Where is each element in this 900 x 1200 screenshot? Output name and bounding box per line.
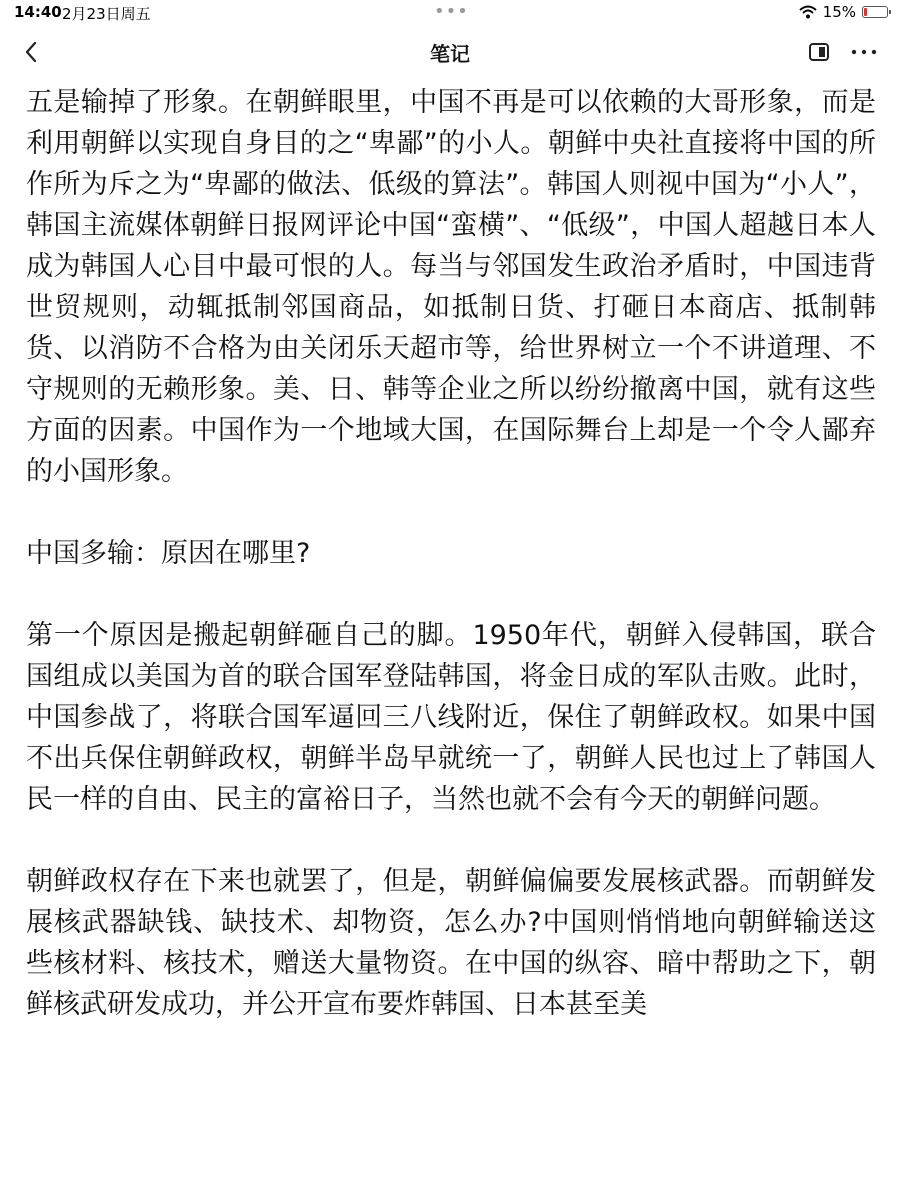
note-content [26,82,876,1066]
status-indicators [799,3,888,21]
reader-mode-button[interactable] [808,42,830,62]
battery-level-fill [864,8,867,16]
battery-icon [862,6,888,18]
section-heading: 中国多输：原因在哪里? [26,538,311,569]
status-bar [0,0,900,26]
reader-mode-icon [808,42,830,62]
page-title: 笔记 [430,42,470,66]
wifi-icon [799,5,817,19]
navigation-bar [0,30,900,74]
status-date: 2月23日周五 [62,5,151,23]
paragraph-image-loss: 五是输掉了形象。在朝鲜眼里，中国不再是可以依赖的大哥形象，而是利用朝鲜以实现自身目的之“卑鄙”的小人。朝鲜中央社直接将中国的所作所为斥之为“卑鄙的做法、低级的算法”。韩国人则视中国为“小人”，韩国主流媒体朝鲜日报网评论中国“蛮横”、“低级”，中国人超越日本人成为韩国人心目中最可恨的人。每当与邻国发生政治矛盾时，中国违背世贸规则，动辄抵制邻国商品，如抵制日货、打砸日本商店、抵制韩货、以消防不合格为由关闭乐天超市等，给世界树立一个不讲道理、不守规则的无赖形象。美、日、韩等企业之所以纷纷撤离中国，就有这些方面的因素。中国作为一个地域大国，在国际舞台上却是一个令人鄙弃的小国形象。 [26,87,876,487]
status-time: 14:40 [14,3,62,21]
more-icon [848,42,880,62]
more-button[interactable] [848,42,880,62]
multitasking-dots-icon[interactable]: ••• [434,1,469,22]
paragraph-first-reason: 第一个原因是搬起朝鲜砸自己的脚。1950年代，朝鲜入侵韩国，联合国组成以美国为首的联合国军登陆韩国，将金日成的军队击败。此时，中国参战了，将联合国军逼回三八线附近，保住了朝鲜政权。如果中国不出兵保住朝鲜政权，朝鲜半岛早就统一了，朝鲜人民也过上了韩国人民一样的自由、民主的富裕日子，当然也就不会有今天的朝鲜问题。 [26,620,876,815]
battery-percentage: 15% [822,3,856,21]
paragraph-nuclear: 朝鲜政权存在下来也就罢了，但是，朝鲜偏偏要发展核武器。而朝鲜发展核武器缺钱、缺技术、却物资，怎么办?中国则悄悄地向朝鲜输送这些核材料、核技术，赠送大量物资。在中国的纵容、暗中帮助之下，朝鲜核武研发成功，并公开宣布要炸韩国、日本甚至美 [26,866,876,1020]
